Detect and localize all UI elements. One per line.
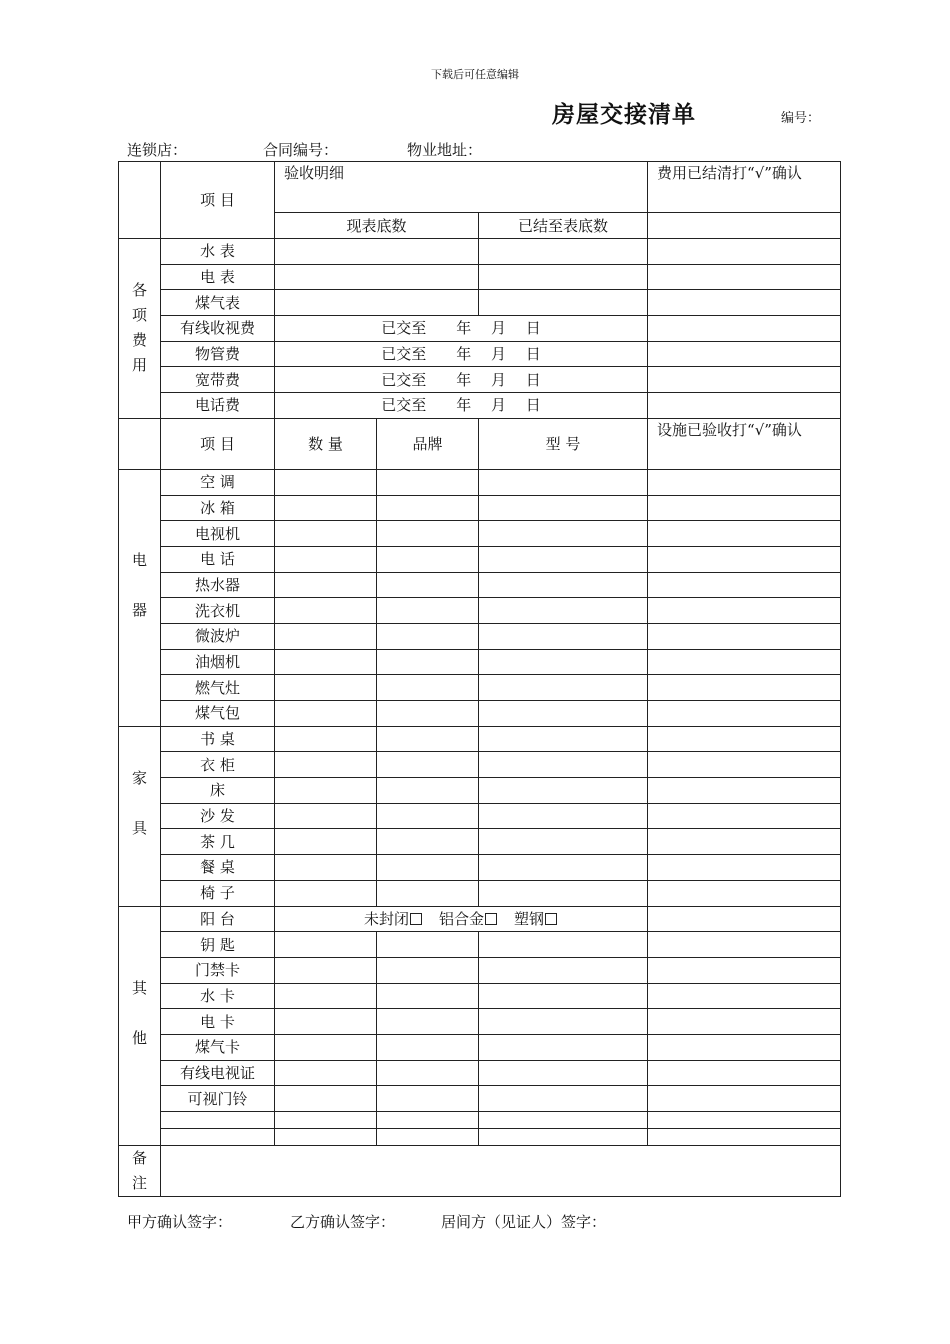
- facility-item-label: 衣 柜: [161, 752, 275, 778]
- fees-category-label: 各 项 费 用: [119, 239, 161, 419]
- appliances-category-label: 电 器: [119, 469, 161, 726]
- model-cell[interactable]: [479, 1129, 648, 1146]
- facility-item-label: 水 卡: [161, 983, 275, 1009]
- balcony-option[interactable]: [364, 910, 423, 928]
- quantity-cell[interactable]: [275, 1009, 377, 1035]
- current-reading-cell[interactable]: [275, 239, 479, 265]
- model-cell[interactable]: [479, 803, 648, 829]
- fee-item-label: 水 表: [161, 239, 275, 265]
- brand-cell[interactable]: [377, 829, 479, 855]
- document-title: 房屋交接清单: [552, 102, 696, 128]
- current-reading-cell[interactable]: [275, 264, 479, 290]
- quantity-cell[interactable]: [275, 649, 377, 675]
- facility-confirm-cell[interactable]: [648, 572, 841, 598]
- quantity-cell[interactable]: [275, 675, 377, 701]
- facility-item-label: 冰 箱: [161, 495, 275, 521]
- model-cell[interactable]: [479, 598, 648, 624]
- current-reading-header: 现表底数: [275, 213, 479, 239]
- facility-confirm-cell[interactable]: [648, 546, 841, 572]
- balcony-options: [275, 906, 648, 932]
- model-cell[interactable]: [479, 649, 648, 675]
- brand-cell[interactable]: [377, 752, 479, 778]
- fee-confirm-cell[interactable]: [648, 367, 841, 393]
- facility-confirm-cell[interactable]: [648, 957, 841, 983]
- brand-cell[interactable]: [377, 701, 479, 727]
- facility-confirm-cell[interactable]: [648, 1129, 841, 1146]
- facility-item-label: 微波炉: [161, 623, 275, 649]
- quantity-cell[interactable]: [275, 1129, 377, 1146]
- facility-item-label: 床: [161, 778, 275, 804]
- facility-confirm-cell[interactable]: [648, 469, 841, 495]
- quantity-cell[interactable]: [275, 829, 377, 855]
- model-cell[interactable]: [479, 932, 648, 958]
- facility-confirm-cell[interactable]: [648, 855, 841, 881]
- balcony-label: 阳 台: [161, 906, 275, 932]
- checkbox-icon[interactable]: [410, 913, 422, 925]
- facility-confirm-cell[interactable]: [648, 829, 841, 855]
- facility-item-label: 可视门铃: [161, 1086, 275, 1112]
- blank-item-cell[interactable]: [161, 1112, 275, 1129]
- fee-confirm-cell[interactable]: [648, 316, 841, 342]
- remarks-field[interactable]: [161, 1146, 841, 1197]
- witness-signature-label: 居间方（见证人）签字：: [441, 1213, 607, 1231]
- quantity-cell[interactable]: [275, 495, 377, 521]
- model-cell[interactable]: [479, 1086, 648, 1112]
- model-cell[interactable]: [479, 495, 648, 521]
- facility-confirm-cell[interactable]: [648, 1034, 841, 1060]
- model-cell[interactable]: [479, 957, 648, 983]
- handover-table: [118, 161, 841, 1197]
- facility-item-label: 煤气卡: [161, 1034, 275, 1060]
- facility-item-label: 燃气灶: [161, 675, 275, 701]
- brand-cell[interactable]: [377, 855, 479, 881]
- fee-confirm-cell[interactable]: [648, 393, 841, 419]
- corner-cell: [119, 418, 161, 469]
- brand-cell[interactable]: [377, 983, 479, 1009]
- brand-cell[interactable]: [377, 778, 479, 804]
- quantity-cell[interactable]: [275, 1112, 377, 1129]
- brand-cell[interactable]: [377, 1129, 479, 1146]
- model-cell[interactable]: [479, 521, 648, 547]
- facility-confirm-cell[interactable]: [648, 1060, 841, 1086]
- model-cell[interactable]: [479, 1060, 648, 1086]
- paid-until-text: 已交至 年 月 日: [275, 367, 648, 393]
- model-cell[interactable]: [479, 1034, 648, 1060]
- balcony-option-label: 铝合金: [439, 909, 485, 928]
- facility-confirm-header: 设施已验收打“√”确认: [648, 418, 841, 469]
- facility-confirm-cell[interactable]: [648, 880, 841, 906]
- quantity-cell[interactable]: [275, 546, 377, 572]
- item-header: 项 目: [161, 162, 275, 239]
- contract-number-label: 合同编号：: [263, 141, 339, 159]
- model-cell[interactable]: [479, 778, 648, 804]
- fee-item-label: 电话费: [161, 393, 275, 419]
- property-address-label: 物业地址：: [407, 141, 483, 159]
- facility-item-label: 油烟机: [161, 649, 275, 675]
- facility-item-label: 电 卡: [161, 1009, 275, 1035]
- fee-confirm-cell[interactable]: [648, 213, 841, 239]
- fee-item-label: 宽带费: [161, 367, 275, 393]
- facility-item-header: 项 目: [161, 418, 275, 469]
- checkbox-icon[interactable]: [485, 913, 497, 925]
- facility-item-label: 煤气包: [161, 701, 275, 727]
- model-cell[interactable]: [479, 1112, 648, 1129]
- facility-confirm-cell[interactable]: [648, 701, 841, 727]
- brand-cell[interactable]: [377, 546, 479, 572]
- model-header: 型 号: [479, 418, 648, 469]
- paid-until-text: 已交至 年 月 日: [275, 341, 648, 367]
- quantity-cell[interactable]: [275, 803, 377, 829]
- fee-item-label: 有线收视费: [161, 316, 275, 342]
- facility-item-label: 钥 匙: [161, 932, 275, 958]
- facility-item-label: 书 桌: [161, 726, 275, 752]
- fee-confirm-cell[interactable]: [648, 264, 841, 290]
- quantity-cell[interactable]: [275, 880, 377, 906]
- balcony-option-label: 塑钢: [514, 909, 545, 928]
- model-cell[interactable]: [479, 469, 648, 495]
- facility-confirm-cell[interactable]: [648, 495, 841, 521]
- fee-confirm-cell[interactable]: [648, 341, 841, 367]
- model-cell[interactable]: [479, 726, 648, 752]
- model-cell[interactable]: [479, 880, 648, 906]
- model-cell[interactable]: [479, 623, 648, 649]
- blank-item-cell[interactable]: [161, 1129, 275, 1146]
- fee-item-label: 煤气表: [161, 290, 275, 316]
- model-cell[interactable]: [479, 829, 648, 855]
- facility-confirm-cell[interactable]: [648, 752, 841, 778]
- brand-cell[interactable]: [377, 803, 479, 829]
- doc-number-label: 编号：: [781, 111, 821, 126]
- brand-cell[interactable]: [377, 572, 479, 598]
- model-cell[interactable]: [479, 546, 648, 572]
- facility-item-label: 茶 几: [161, 829, 275, 855]
- facility-confirm-cell[interactable]: [648, 623, 841, 649]
- brand-cell[interactable]: [377, 623, 479, 649]
- facility-confirm-cell[interactable]: [648, 1112, 841, 1129]
- model-cell[interactable]: [479, 572, 648, 598]
- facility-item-label: 门禁卡: [161, 957, 275, 983]
- facility-confirm-cell[interactable]: [648, 598, 841, 624]
- settled-reading-cell[interactable]: [479, 264, 648, 290]
- model-cell[interactable]: [479, 701, 648, 727]
- facility-item-label: 洗衣机: [161, 598, 275, 624]
- facility-confirm-cell[interactable]: [648, 1086, 841, 1112]
- settled-reading-cell[interactable]: [479, 290, 648, 316]
- others-category-label: 其 他: [119, 906, 161, 1146]
- brand-cell[interactable]: [377, 1086, 479, 1112]
- quantity-cell[interactable]: [275, 1060, 377, 1086]
- model-cell[interactable]: [479, 855, 648, 881]
- brand-cell[interactable]: [377, 495, 479, 521]
- brand-cell[interactable]: [377, 598, 479, 624]
- fee-confirm-cell[interactable]: [648, 239, 841, 265]
- quantity-cell[interactable]: [275, 778, 377, 804]
- quantity-cell[interactable]: [275, 983, 377, 1009]
- quantity-cell[interactable]: [275, 1034, 377, 1060]
- brand-cell[interactable]: [377, 726, 479, 752]
- facility-confirm-cell[interactable]: [648, 778, 841, 804]
- detail-header: 验收明细: [275, 162, 648, 213]
- current-reading-cell[interactable]: [275, 290, 479, 316]
- facility-confirm-cell[interactable]: [648, 649, 841, 675]
- quantity-cell[interactable]: [275, 1086, 377, 1112]
- quantity-cell[interactable]: [275, 623, 377, 649]
- facility-item-label: 空 调: [161, 469, 275, 495]
- remarks-label: 备 注: [119, 1146, 161, 1197]
- facility-item-label: 沙 发: [161, 803, 275, 829]
- quantity-cell[interactable]: [275, 752, 377, 778]
- brand-header: 品牌: [377, 418, 479, 469]
- facility-item-label: 电视机: [161, 521, 275, 547]
- fee-confirm-header: 费用已结清打“√”确认: [648, 162, 841, 213]
- facility-confirm-cell[interactable]: [648, 932, 841, 958]
- facility-confirm-cell[interactable]: [648, 983, 841, 1009]
- quantity-cell[interactable]: [275, 726, 377, 752]
- party-a-signature-label: 甲方确认签字：: [127, 1213, 233, 1231]
- facility-item-label: 电 话: [161, 546, 275, 572]
- checkbox-icon[interactable]: [545, 913, 557, 925]
- brand-cell[interactable]: [377, 649, 479, 675]
- brand-cell[interactable]: [377, 675, 479, 701]
- store-label: 连锁店：: [127, 141, 188, 159]
- paid-until-text: 已交至 年 月 日: [275, 316, 648, 342]
- quantity-cell[interactable]: [275, 598, 377, 624]
- quantity-cell[interactable]: [275, 957, 377, 983]
- facility-item-label: 热水器: [161, 572, 275, 598]
- balcony-option-label: 未封闭: [363, 909, 409, 928]
- balcony-option[interactable]: [514, 910, 558, 928]
- facility-confirm-cell[interactable]: [648, 906, 841, 932]
- settled-reading-header: 已结至表底数: [479, 213, 648, 239]
- brand-cell[interactable]: [377, 1112, 479, 1129]
- brand-cell[interactable]: [377, 880, 479, 906]
- fee-item-label: 物管费: [161, 341, 275, 367]
- brand-cell[interactable]: [377, 521, 479, 547]
- brand-cell[interactable]: [377, 1034, 479, 1060]
- quantity-cell[interactable]: [275, 469, 377, 495]
- quantity-cell[interactable]: [275, 932, 377, 958]
- brand-cell[interactable]: [377, 469, 479, 495]
- settled-reading-cell[interactable]: [479, 239, 648, 265]
- facility-confirm-cell[interactable]: [648, 726, 841, 752]
- model-cell[interactable]: [479, 675, 648, 701]
- facility-item-label: 椅 子: [161, 880, 275, 906]
- fee-confirm-cell[interactable]: [648, 290, 841, 316]
- facility-confirm-cell[interactable]: [648, 521, 841, 547]
- paid-until-text: 已交至 年 月 日: [275, 393, 648, 419]
- facility-item-label: 有线电视证: [161, 1060, 275, 1086]
- party-b-signature-label: 乙方确认签字：: [290, 1213, 396, 1231]
- quantity-header: 数 量: [275, 418, 377, 469]
- quantity-cell[interactable]: [275, 701, 377, 727]
- facility-confirm-cell[interactable]: [648, 675, 841, 701]
- facility-item-label: 餐 桌: [161, 855, 275, 881]
- model-cell[interactable]: [479, 752, 648, 778]
- corner-cell: [119, 162, 161, 239]
- quantity-cell[interactable]: [275, 572, 377, 598]
- facility-confirm-cell[interactable]: [648, 803, 841, 829]
- model-cell[interactable]: [479, 983, 648, 1009]
- quantity-cell[interactable]: [275, 521, 377, 547]
- balcony-option[interactable]: [439, 910, 498, 928]
- watermark-text: 下载后可任意编辑: [431, 68, 519, 81]
- fee-item-label: 电 表: [161, 264, 275, 290]
- brand-cell[interactable]: [377, 932, 479, 958]
- model-cell[interactable]: [479, 1009, 648, 1035]
- furniture-category-label: 家 具: [119, 726, 161, 906]
- brand-cell[interactable]: [377, 957, 479, 983]
- brand-cell[interactable]: [377, 1060, 479, 1086]
- facility-confirm-cell[interactable]: [648, 1009, 841, 1035]
- brand-cell[interactable]: [377, 1009, 479, 1035]
- quantity-cell[interactable]: [275, 855, 377, 881]
